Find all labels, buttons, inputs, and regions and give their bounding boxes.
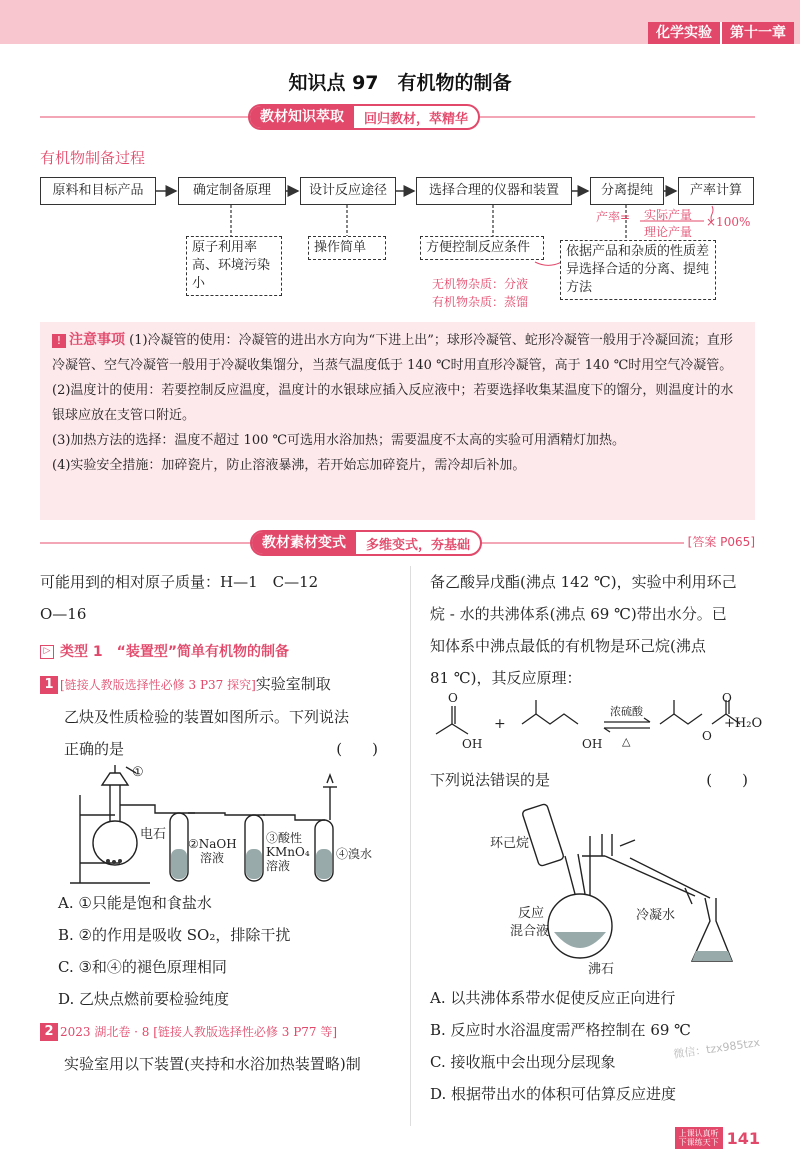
flow-step-principle: 确定制备原理	[178, 177, 286, 205]
label-dropping-funnel: ①	[132, 765, 144, 780]
question-text: 实验室制取	[255, 675, 331, 693]
notice-para-2: (2)温度计的使用：若要控制反应温度，温度计的水银球应插入反应液中；若要选择收集某温度下的馏分，则温度计的水银球应放在支管口附近。	[52, 383, 734, 423]
yield-formula-suffix: ×100%	[706, 215, 751, 229]
figure-ester-apparatus	[430, 796, 760, 982]
type-heading-text: 类型 1 “装置型”简单有机物的制备	[60, 644, 290, 660]
flow-note-simple: 操作简单	[308, 236, 386, 260]
notice-para-4: (4)实验安全措施：加碎瓷片，防止溶液暴沸，若开始忘加碎瓷片，需冷却后补加。	[52, 458, 526, 473]
option-d[interactable]: D. 根据带出水的体积可估算反应进度	[430, 1085, 677, 1103]
question-1-line-2: 乙炔及性质检验的装置如图所示。下列说法	[64, 708, 350, 726]
type-heading	[40, 636, 390, 668]
notice-heading: 注意事项	[69, 332, 125, 348]
label-oh-acid: OH	[462, 737, 483, 751]
answer-blank: ( )	[336, 740, 378, 758]
yield-formula-denominator: 理论产量	[644, 225, 693, 239]
footer-slogan	[675, 1127, 723, 1149]
page-title: 知识点 97 有机物的制备	[288, 72, 512, 94]
banner-pill	[250, 530, 482, 556]
question-2-text: 实验室用以下装置(夹持和水浴加热装置略)制	[64, 1055, 361, 1073]
yield-formula-prefix: 产率=	[596, 210, 631, 224]
option-a[interactable]: A. 以共沸体系带水促使反应正向进行	[430, 989, 676, 1007]
question-number: 1	[40, 676, 58, 694]
label-reaction: 反应	[518, 906, 545, 921]
option-c[interactable]: C. ③和④的褪色原理相同	[58, 958, 227, 976]
hand-note-inorganic: 无机物杂质：分液	[432, 277, 529, 291]
column-divider	[410, 566, 411, 1126]
slogan-line-1: 上课认真听	[678, 1129, 719, 1138]
banner-variation	[40, 530, 755, 556]
atomic-mass-line-2: O—16	[40, 605, 87, 623]
flow-step-apparatus: 选择合理的仪器和装置	[416, 177, 572, 205]
subject-label: 化学实验	[648, 22, 720, 44]
label-boiling-chips: 沸石	[588, 962, 615, 977]
label-kmno4-formula: KMnO₄	[266, 845, 310, 859]
answer-blank: ( )	[706, 771, 748, 789]
right-text-1: 备乙酸异戊酯(沸点 142 ℃)，实验中利用环己	[430, 573, 737, 591]
option-a[interactable]: A. ①只能是饱和食盐水	[58, 894, 212, 912]
question-3-stem	[430, 764, 760, 796]
reaction-equation	[430, 691, 763, 764]
right-column	[430, 566, 763, 1110]
right-text-2: 烷 - 水的共沸体系(沸点 69 ℃)带出水分。已	[430, 605, 727, 623]
notice-text-1: (1)冷凝管的使用：冷凝管的进出水方向为“下进上出”；球形冷凝管、蛇形冷凝管一般用于冷凝回流；直形冷凝管、空气冷凝管一般用于冷凝收集馏分，当蒸气温度低于 140 ℃时用直形冷凝管，高于 140 ℃时用空气冷凝管。	[52, 333, 733, 373]
right-text-4: 81 ℃)，其反应原理：	[430, 669, 582, 687]
option-d[interactable]: D. 乙炔点燃前要检验纯度	[58, 990, 230, 1008]
label-oh-alcohol: OH	[582, 737, 603, 751]
notice-para-1	[52, 328, 743, 378]
label-bromine-water: ④溴水	[336, 847, 373, 861]
question-1-line-3	[40, 733, 390, 765]
question-text: 下列说法错误的是	[430, 771, 551, 789]
question-source: 2023 湖北卷 · 8 [链接人教版选择性必修 3 P77 等]	[60, 1025, 338, 1039]
acetylene-apparatus-drawing	[40, 765, 390, 887]
hand-note-organic: 有机物杂质：蒸馏	[432, 295, 529, 309]
label-o-acid: O	[448, 691, 458, 705]
option-b[interactable]: B. ②的作用是吸收 SO₂，排除干扰	[58, 926, 291, 944]
notice-para-3: (3)加热方法的选择：温度不超过 100 ℃可选用水浴加热；需要温度不太高的实验可用酒精灯加热。	[52, 433, 626, 448]
banner-subtitle: 多维变式，夯基础	[366, 537, 471, 553]
question-2-stem	[40, 1015, 390, 1048]
answer-reference: [答案 P065]	[684, 533, 755, 550]
question-number: 2	[40, 1023, 58, 1041]
label-kmno4: ③酸性	[266, 831, 303, 845]
warning-icon: !	[52, 334, 66, 348]
flow-step-raw: 原料和目标产品	[40, 177, 156, 205]
page-number: 141	[726, 1128, 760, 1148]
label-cyclohexane: 环己烷	[490, 836, 530, 851]
label-plus: +	[494, 716, 506, 732]
label-catalyst: 浓硫酸	[610, 705, 643, 718]
right-text-3: 知体系中沸点最低的有机物是环己烷(沸点	[430, 637, 706, 655]
watermark: 微信：tzx985tzx	[672, 1035, 761, 1061]
ester-apparatus-drawing	[430, 796, 760, 982]
banner-subtitle: 回归教材，萃精华	[364, 111, 469, 127]
flow-step-route: 设计反应途径	[300, 177, 396, 205]
slogan-line-2: 下课练天下	[678, 1138, 719, 1147]
left-column	[40, 566, 390, 1080]
answer-page: 答案 P065	[692, 535, 751, 549]
label-o-ester: O	[702, 729, 712, 743]
label-heat: △	[622, 735, 631, 748]
label-naoh-solution: 溶液	[200, 851, 225, 865]
option-c[interactable]: C. 接收瓶中会出现分层现象	[430, 1053, 616, 1071]
question-1-stem	[40, 668, 390, 701]
atomic-mass-line: 可能用到的相对原子质量：H—1 C—12	[40, 573, 319, 591]
section-label: 有机物制备过程	[40, 149, 146, 167]
label-calcium-carbide: 电石	[140, 827, 167, 842]
yield-formula-numerator: 实际产量	[644, 208, 693, 222]
label-mixture: 混合液	[510, 924, 550, 939]
label-naoh: ②NaOH	[188, 837, 237, 851]
notice-box	[40, 322, 755, 520]
flow-note-atom: 原子利用率高、环境污染小	[186, 236, 282, 296]
flow-note-control: 方便控制反应条件	[420, 236, 544, 260]
page-footer	[675, 1127, 760, 1149]
question-source: [链接人教版选择性必修 3 P37 探究]	[60, 678, 256, 692]
question-text: 正确的是	[64, 740, 125, 758]
play-icon: ▷	[40, 645, 54, 659]
label-water: +H₂O	[724, 716, 763, 731]
label-o-carbonyl: O	[722, 691, 732, 705]
flow-step-separation: 分离提纯	[590, 177, 664, 205]
banner-title: 教材知识萃取	[250, 106, 354, 128]
banner-title: 教材素材变式	[252, 532, 356, 554]
chapter-label: 第十一章	[720, 22, 794, 44]
flow-step-yield: 产率计算	[678, 177, 754, 205]
figure-acetylene-apparatus	[40, 765, 390, 887]
label-cooling-water: 冷凝水	[636, 908, 676, 923]
label-kmno4-solution: 溶液	[266, 859, 291, 873]
option-b[interactable]: B. 反应时水浴温度需严格控制在 69 ℃	[430, 1021, 691, 1039]
flow-note-separation: 依据产品和杂质的性质差异选择合适的分离、提纯方法	[560, 240, 716, 300]
